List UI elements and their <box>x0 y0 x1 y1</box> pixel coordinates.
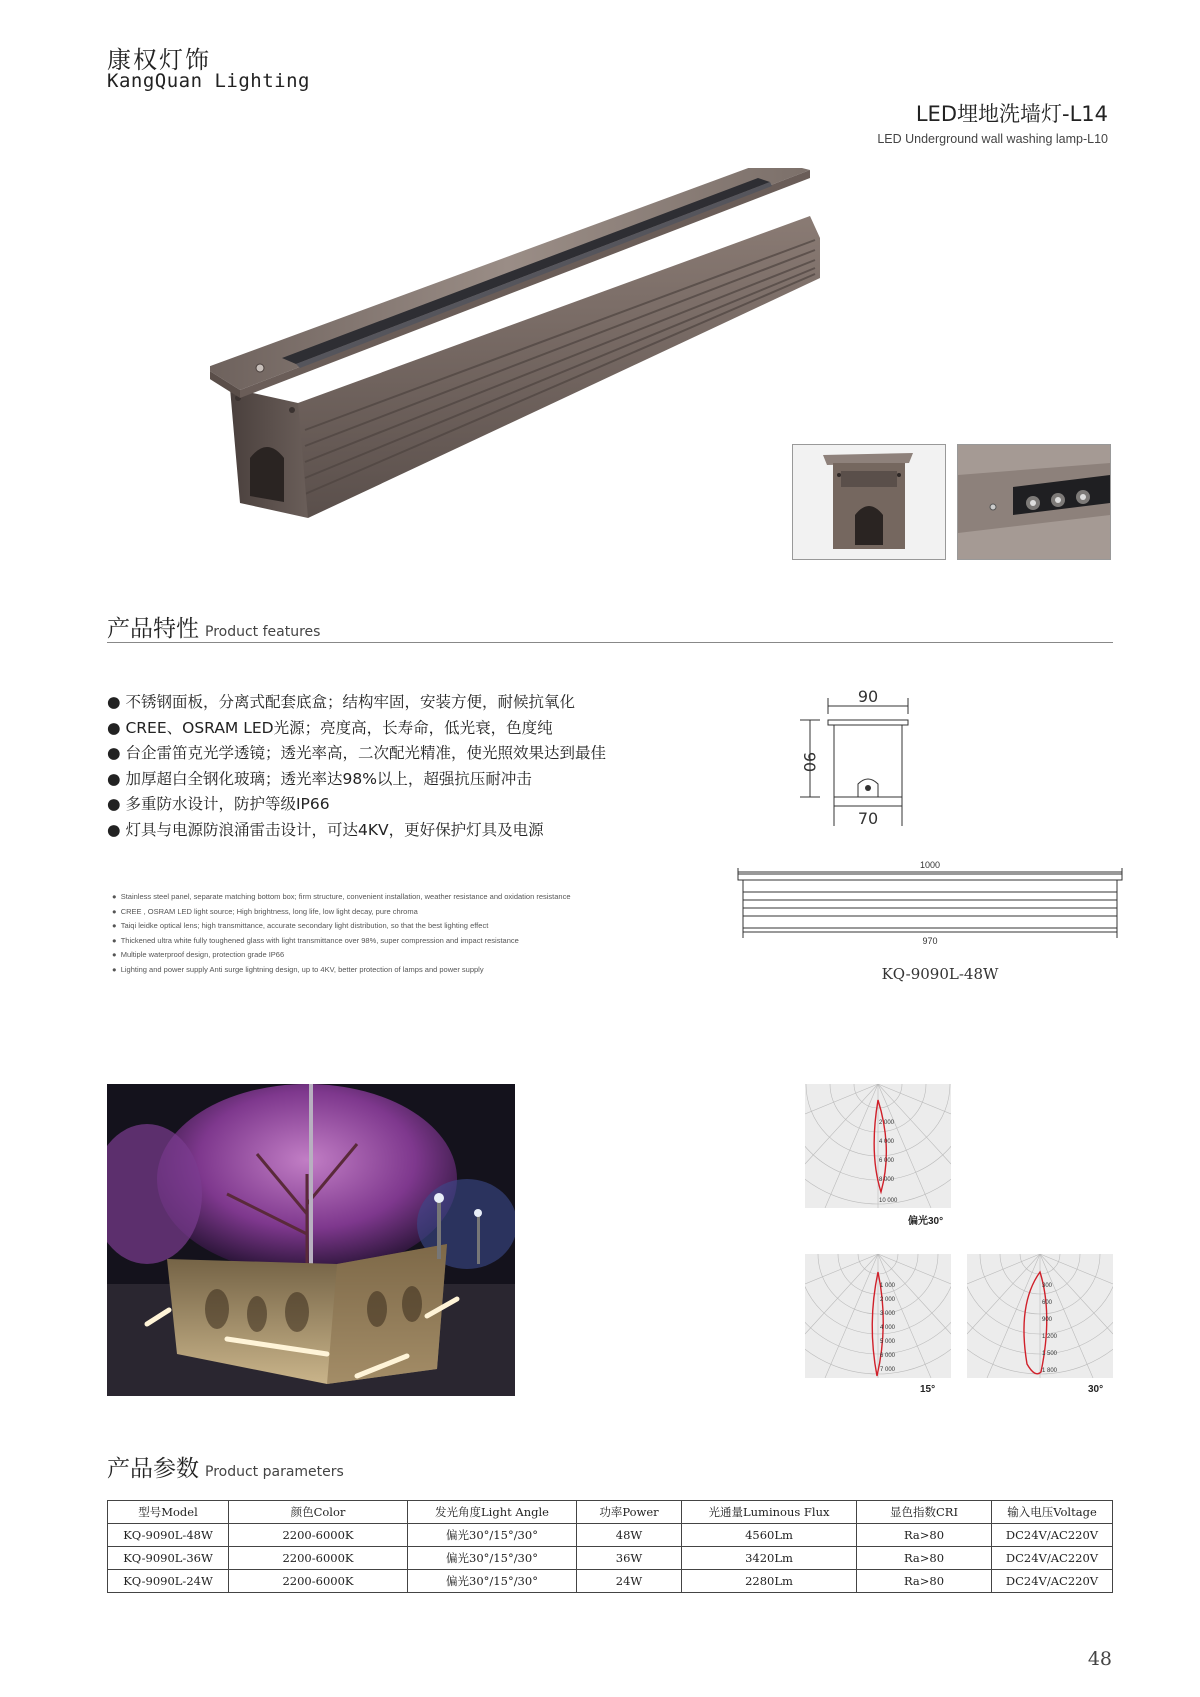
feature-item-en: ● Taiqi leidke optical lens; high transmittance, accurate secondary light distribution, so that the best lighting effect <box>112 921 489 930</box>
page-number: 48 <box>1087 1648 1112 1670</box>
table-row: KQ-9090L-24W 2200-6000K 偏光30°/15°/30° 24W 2280Lm Ra>80 DC24V/AC220V <box>108 1570 1113 1593</box>
polar-chart-15-label: 15° <box>920 1384 936 1395</box>
polar-chart-30 <box>967 1254 1113 1378</box>
feature-item-en: ● Stainless steel panel, separate matching bottom box; firm structure, convenient installation, weather resistance and oxidation resistance <box>112 892 571 901</box>
product-hero-image <box>210 168 890 568</box>
svg-text:2 000: 2 000 <box>880 1297 896 1303</box>
svg-text:5 000: 5 000 <box>880 1339 896 1345</box>
cross-section-drawing <box>790 684 940 832</box>
product-title-en: LED Underground wall washing lamp-L10 <box>877 132 1108 146</box>
feature-item-en: ● CREE , OSRAM LED light source; High brightness, long life, low light decay, pure chroma <box>112 906 418 916</box>
svg-text:4 000: 4 000 <box>879 1139 895 1145</box>
header-cri: 显色指数CRI <box>857 1501 992 1524</box>
model-label: KQ-9090L-48W <box>881 965 999 983</box>
dim-width-top: 90 <box>857 687 879 706</box>
feature-item-en: ● Lighting and power supply Anti surge lightning design, up to 4KV, better protection of lamps and power supply <box>112 964 484 974</box>
svg-text:6 000: 6 000 <box>879 1158 895 1164</box>
features-list-en <box>112 890 732 977</box>
header-voltage: 输入电压Voltage <box>992 1501 1113 1524</box>
dim-height-side: 90 <box>800 751 819 773</box>
brand-name-en: KangQuan Lighting <box>107 70 310 92</box>
polar-chart-polarized-30-label: 偏光30° <box>908 1216 944 1227</box>
feature-item-cn: ● 灯具与电源防浪涌雷击设计，可达4KV，更好保护灯具及电源 <box>107 820 544 839</box>
svg-text:7 000: 7 000 <box>880 1367 896 1373</box>
polar-chart-30-label: 30° <box>1088 1384 1104 1395</box>
polar-chart-15 <box>805 1254 951 1378</box>
product-title-cn: LED埋地洗墙灯-L14 <box>915 102 1108 126</box>
side-view-drawing <box>732 858 1128 950</box>
feature-item-cn: ● 多重防水设计，防护等级IP66 <box>107 795 330 813</box>
dim-length: 1000 <box>919 860 941 870</box>
features-title-cn: 产品特性 <box>107 616 199 642</box>
svg-text:4 000: 4 000 <box>880 1325 896 1331</box>
header-power: 功率Power <box>577 1501 682 1524</box>
feature-item-cn: ● 台企雷笛克光学透镜；透光率高，二次配光精准，使光照效果达到最佳 <box>107 744 606 762</box>
table-row: KQ-9090L-36W 2200-6000K 偏光30°/15°/30° 36W 3420Lm Ra>80 DC24V/AC220V <box>108 1547 1113 1570</box>
feature-item-cn: ● 不锈钢面板，分离式配套底盒；结构牢固，安装方便，耐候抗氧化 <box>107 693 575 711</box>
svg-text:300: 300 <box>1042 1283 1053 1289</box>
parameters-title-en: Product parameters <box>205 1464 344 1480</box>
svg-text:10 000: 10 000 <box>879 1198 898 1204</box>
dim-inner-length: 970 <box>922 936 938 946</box>
feature-item-cn: ● CREE、OSRAM LED光源；亮度高，长寿命，低光衰，色度纯 <box>107 718 553 737</box>
svg-text:1 000: 1 000 <box>880 1283 896 1289</box>
svg-text:900: 900 <box>1042 1317 1053 1323</box>
svg-text:1 800: 1 800 <box>1042 1368 1058 1374</box>
svg-text:3 000: 3 000 <box>880 1311 896 1317</box>
svg-text:8 000: 8 000 <box>879 1177 895 1183</box>
svg-text:1 200: 1 200 <box>1042 1334 1058 1340</box>
dim-width-bottom: 70 <box>857 809 879 828</box>
svg-text:6 000: 6 000 <box>880 1353 896 1359</box>
application-scene-photo <box>107 1084 515 1396</box>
header-light-angle: 发光角度Light Angle <box>408 1501 577 1524</box>
brand-name-cn: 康权灯饰 <box>107 46 211 74</box>
polar-chart-polarized-30 <box>805 1084 951 1208</box>
product-end-view-thumbnail <box>792 444 946 560</box>
svg-text:2 000: 2 000 <box>879 1120 895 1126</box>
parameters-section-title <box>107 1450 344 1483</box>
parameters-table <box>107 1500 1113 1593</box>
lens-closeup-thumbnail <box>957 444 1111 560</box>
header-color: 颜色Color <box>229 1501 408 1524</box>
table-row: KQ-9090L-48W 2200-6000K 偏光30°/15°/30° 48W 4560Lm Ra>80 DC24V/AC220V <box>108 1524 1113 1547</box>
features-title-en: Product features <box>205 624 321 640</box>
svg-text:1 500: 1 500 <box>1042 1351 1058 1357</box>
features-list-cn <box>107 690 727 843</box>
svg-text:600: 600 <box>1042 1300 1053 1306</box>
features-divider <box>107 642 1113 643</box>
table-header-row <box>108 1501 1113 1524</box>
feature-item-en: ● Multiple waterproof design, protection grade IP66 <box>112 950 285 959</box>
features-section-title <box>107 610 320 643</box>
parameters-title-cn: 产品参数 <box>107 1456 199 1482</box>
header-luminous-flux: 光通量Luminous Flux <box>682 1501 857 1524</box>
feature-item-cn: ● 加厚超白全钢化玻璃；透光率达98%以上，超强抗压耐冲击 <box>107 769 532 788</box>
feature-item-en: ● Thickened ultra white fully toughened glass with light transmittance over 98%, super compression and impact resistance <box>112 935 519 945</box>
header-model: 型号Model <box>108 1501 229 1524</box>
